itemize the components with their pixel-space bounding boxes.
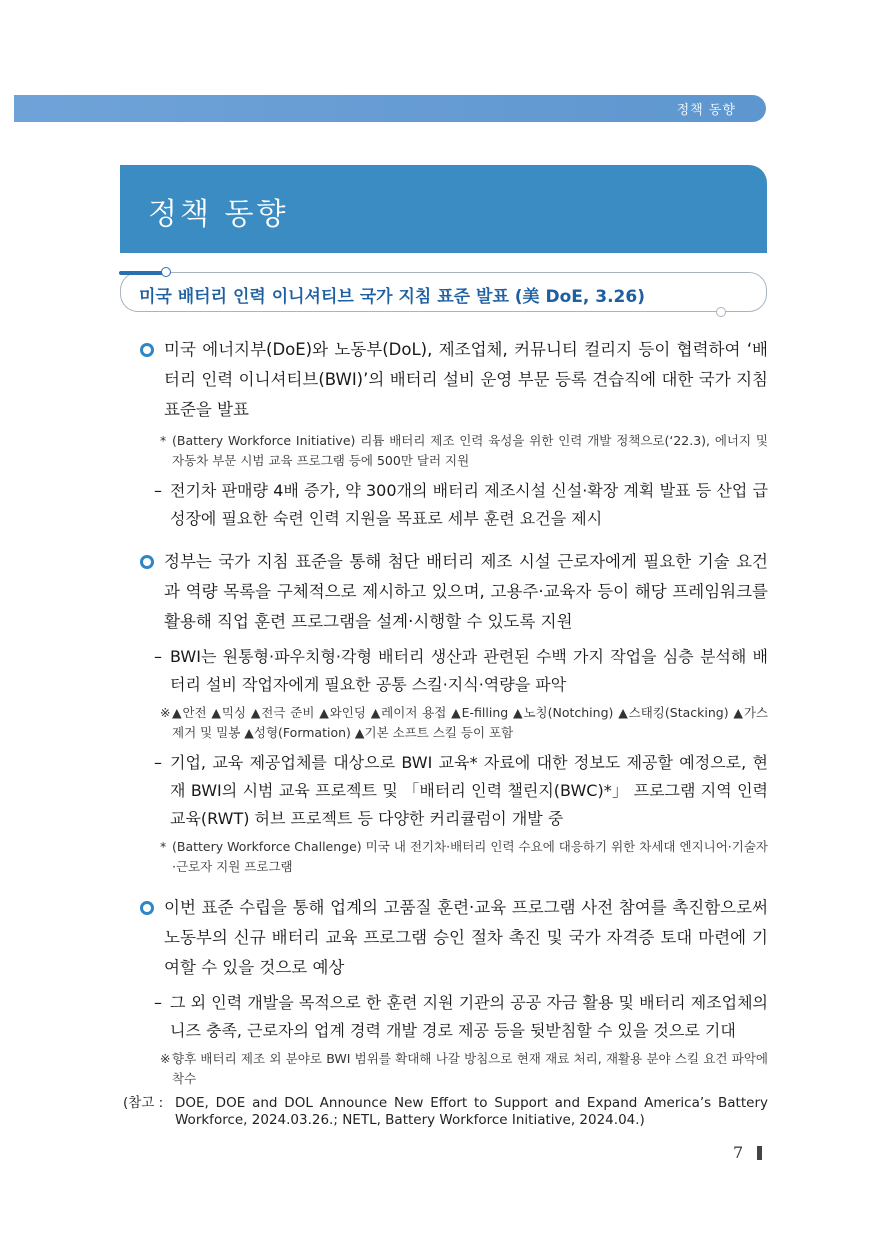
- footnote-text: (Battery Workforce Challenge) 미국 내 전기차·배터리 인력 수요에 대응하기 위한 차세대 엔지니어·기술자·근로자 지원 프로그램: [172, 839, 768, 874]
- bullet-text: 미국 에너지부(DoE)와 노동부(DoL), 제조업체, 커뮤니티 컬리지 등이 협력하여 ‘배터리 인력 이니셔티브(BWI)’의 배터리 설비 운영 부문 등록 견습직에 대한 국가 지침 표준을 발표: [164, 340, 768, 419]
- reference-label: (참고 :: [123, 1095, 164, 1111]
- section-label: 정책 동향: [676, 103, 736, 118]
- reference-note: [123, 1095, 768, 1129]
- sub-item-text: 그 외 인력 개발을 목적으로 한 훈련 지원 기관의 공공 자금 활용 및 배터리 제조업체의 니즈 충족, 근로자의 업계 경력 개발 경로 제공 등을 뒷받침할 수 있을 것으로 기대: [170, 993, 768, 1040]
- sub-item: [138, 989, 768, 1045]
- heading-dot-right: [716, 307, 726, 317]
- sub-item: [138, 477, 768, 533]
- footnote: [138, 703, 768, 743]
- page-number: 7: [733, 1143, 744, 1162]
- bullet-paragraph: [138, 547, 768, 637]
- page-title: 정책 동향: [148, 197, 289, 232]
- article-heading: 미국 배터리 인력 이니셔티브 국가 지침 표준 발표 (美 DoE, 3.26): [139, 287, 645, 307]
- article-body: [138, 335, 768, 1095]
- heading-accent-line: [119, 271, 167, 275]
- footnote: [138, 431, 768, 471]
- reference-mark: ※: [160, 1051, 171, 1066]
- page-number-bar: [757, 1146, 762, 1160]
- reference-mark: ※: [160, 705, 171, 720]
- footnote-text: (Battery Workforce Initiative) 리튬 배터리 제조 인력 육성을 위한 인력 개발 정책으로(‘22.3), 에너지 및 자동차 부문 시범 교육 프로그램 등에 500만 달러 지원: [172, 433, 768, 468]
- bullet-ring-icon: [140, 901, 154, 915]
- bullet-text: 이번 표준 수립을 통해 업계의 고품질 훈련·교육 프로그램 사전 참여를 촉진함으로써 노동부의 신규 배터리 교육 프로그램 승인 절차 촉진 및 국가 자격증 토대 마련에 기여할 수 있을 것으로 예상: [164, 898, 768, 977]
- bullet-ring-icon: [140, 555, 154, 569]
- bullet-paragraph: [138, 335, 768, 425]
- sub-item-text: 기업, 교육 제공업체를 대상으로 BWI 교육* 자료에 대한 정보도 제공할 예정으로, 현재 BWI의 시범 교육 프로젝트 및 「배터리 인력 챌린지(BWC)*」 프로그램 지역 인력 교육(RWT) 허브 프로젝트 등 다양한 커리큘럼이 개발 중: [170, 753, 768, 828]
- reference-text: DOE, DOE and DOL Announce New Effort to Support and Expand America’s Battery Workforce, 2024.03.26.; NETL, Battery Workforce Initiative, 2024.04.): [175, 1095, 768, 1128]
- sub-item: [138, 643, 768, 699]
- sub-item-text: 전기차 판매량 4배 증가, 약 300개의 배터리 제조시설 신설·확장 계획 발표 등 산업 급성장에 필요한 숙련 인력 지원을 목표로 세부 훈련 요건을 제시: [170, 481, 768, 528]
- footnote-text: 향후 배터리 제조 외 분야로 BWI 범위를 확대해 나갈 방침으로 현재 재료 처리, 재활용 분야 스킬 요건 파악에 착수: [172, 1051, 768, 1086]
- footnote-mark: *: [160, 433, 167, 448]
- footnote-mark: *: [160, 839, 167, 854]
- bullet-paragraph: [138, 893, 768, 983]
- dash-mark: –: [154, 753, 162, 772]
- bullet-ring-icon: [140, 343, 154, 357]
- dash-mark: –: [154, 647, 162, 666]
- article-heading-frame: [120, 272, 767, 312]
- dash-mark: –: [154, 993, 162, 1012]
- dash-mark: –: [154, 481, 162, 500]
- heading-dot-left: [161, 267, 171, 277]
- footnote: [138, 1049, 768, 1089]
- sub-item: [138, 749, 768, 833]
- footnote-text: ▲안전 ▲믹싱 ▲전극 준비 ▲와인딩 ▲레이저 용접 ▲E-filling ▲노칭(Notching) ▲스태킹(Stacking) ▲가스 제거 및 밀봉 ▲성형(Formation) ▲기본 소프트 스킬 등이 포함: [172, 705, 768, 740]
- sub-item-text: BWI는 원통형·파우치형·각형 배터리 생산과 관련된 수백 가지 작업을 심층 분석해 배터리 설비 작업자에게 필요한 공통 스킬·지식·역량을 파악: [170, 647, 768, 694]
- footnote: [138, 837, 768, 877]
- bullet-text: 정부는 국가 지침 표준을 통해 첨단 배터리 제조 시설 근로자에게 필요한 기술 요건과 역량 목록을 구체적으로 제시하고 있으며, 고용주·교육자 등이 해당 프레임워크를 활용해 직업 훈련 프로그램을 설계·시행할 수 있도록 지원: [164, 552, 768, 631]
- section-header-band: [14, 95, 766, 122]
- page-title-box: [120, 165, 767, 253]
